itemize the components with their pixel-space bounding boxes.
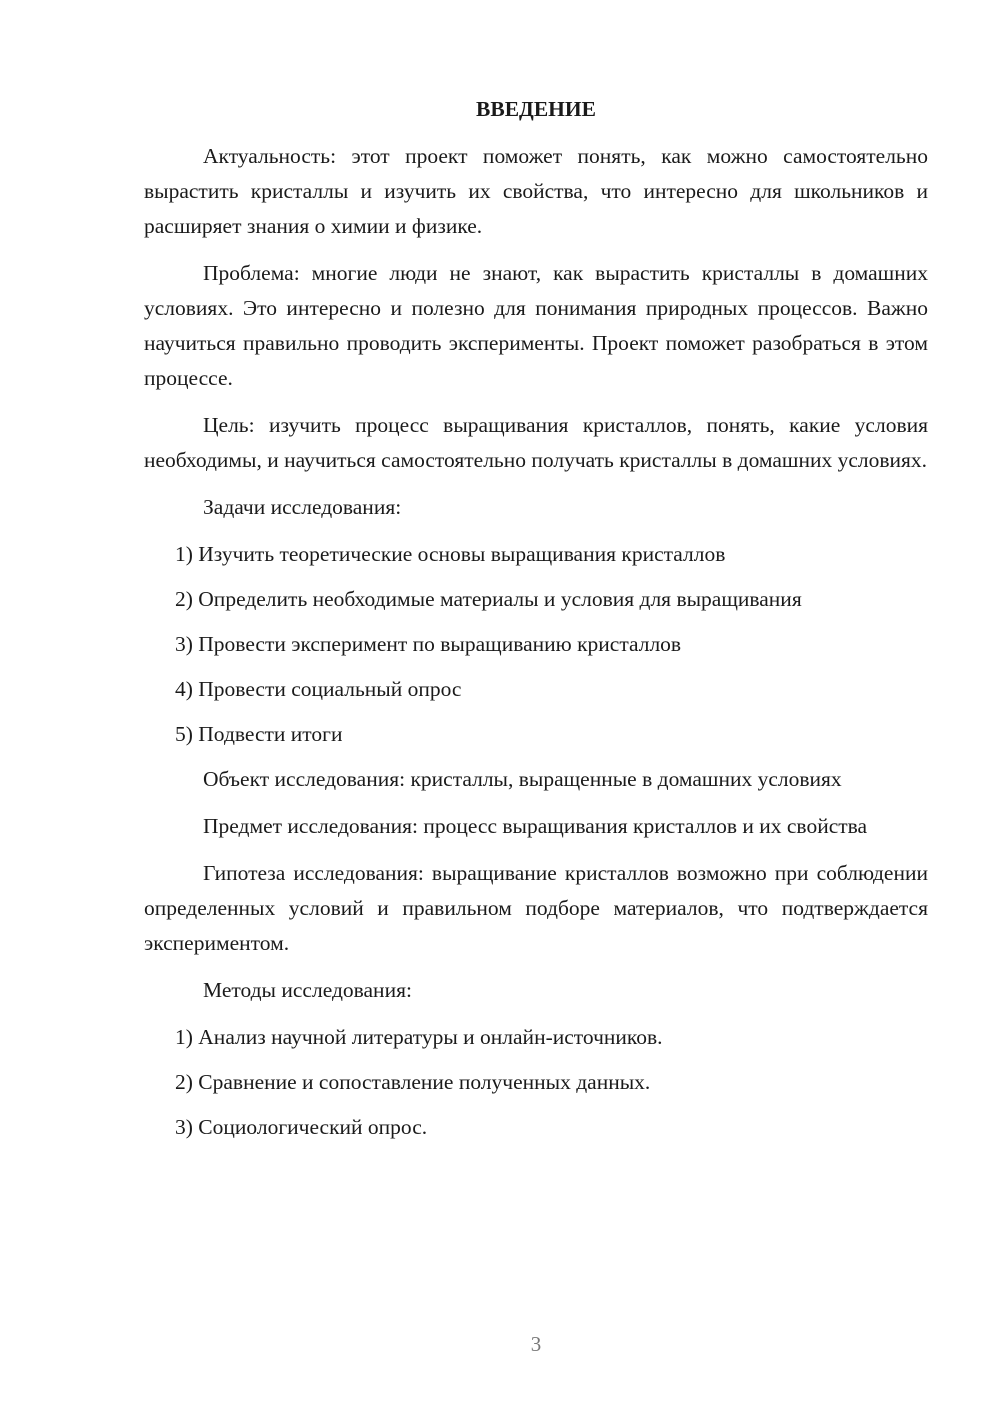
page-title: ВВЕДЕНИЕ: [476, 97, 596, 121]
list-item: 3) Социологический опрос.: [175, 1115, 428, 1139]
document-page: [144, 92, 928, 1155]
paragraph-relevance: Актуальность: этот проект поможет понять, как можно самостоятельно вырастить кристаллы и изучить их свойства, что интересно для школьников и расширяет знания о химии и физике.: [144, 144, 928, 238]
tasks-list: [144, 537, 928, 752]
methods-heading: Методы исследования:: [203, 978, 412, 1002]
paragraph-object: Объект исследования: кристаллы, выращенные в домашних условиях: [203, 767, 842, 791]
paragraph-subject: Предмет исследования: процесс выращивания кристаллов и их свойства: [203, 814, 868, 838]
paragraph-problem: Проблема: многие люди не знают, как вырастить кристаллы в домашних условиях. Это интересно и полезно для понимания природных процессов. Важно научиться правильно проводить эксперименты. Проект поможет разобраться в этом процессе.: [144, 261, 928, 390]
page-number: 3: [530, 1332, 542, 1356]
tasks-heading: Задачи исследования:: [203, 495, 402, 519]
list-item: 2) Определить необходимые материалы и условия для выращивания: [175, 587, 802, 611]
list-item: 4) Провести социальный опрос: [175, 677, 462, 701]
paragraph-goal: Цель: изучить процесс выращивания кристаллов, понять, какие условия необходимы, и научиться самостоятельно получать кристаллы в домашних условиях.: [144, 413, 928, 472]
list-item: 3) Провести эксперимент по выращиванию кристаллов: [175, 632, 682, 656]
paragraph-hypothesis: Гипотеза исследования: выращивание кристаллов возможно при соблюдении определенных условий и правильном подборе материалов, что подтверждается экспериментом.: [144, 861, 928, 955]
list-item: 5) Подвести итоги: [175, 722, 343, 746]
list-item: 1) Анализ научной литературы и онлайн-источников.: [175, 1025, 663, 1049]
list-item: 1) Изучить теоретические основы выращивания кристаллов: [175, 542, 726, 566]
list-item: 2) Сравнение и сопоставление полученных данных.: [175, 1070, 651, 1094]
methods-list: [144, 1020, 928, 1145]
